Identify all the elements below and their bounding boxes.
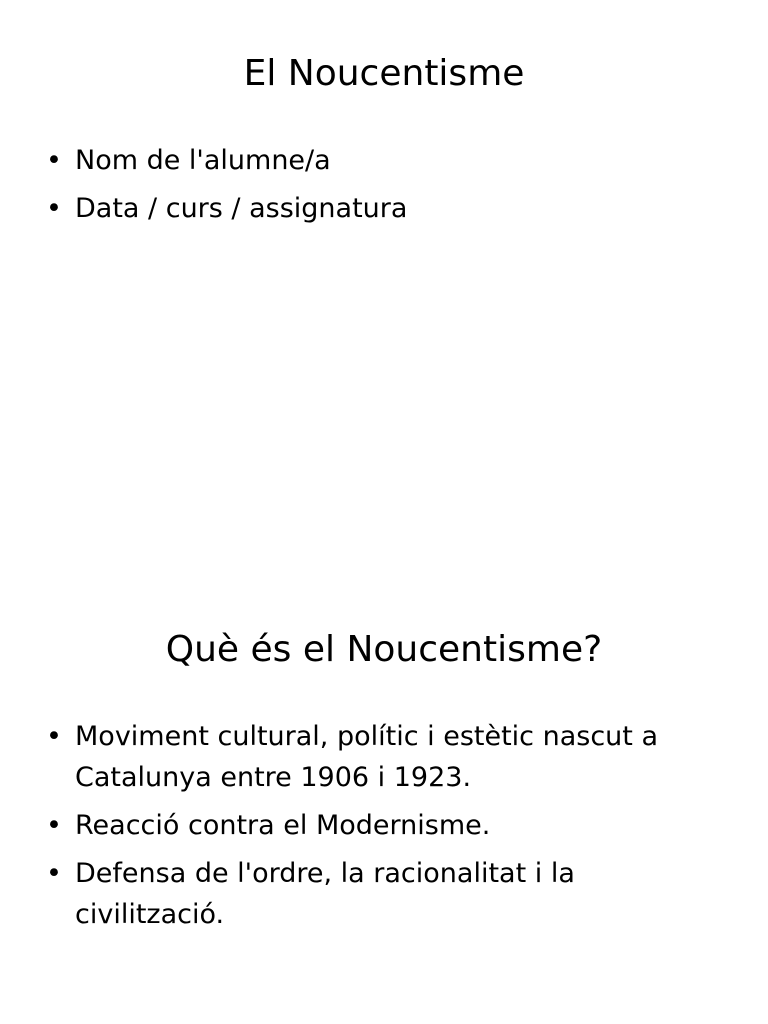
bullet-dot-icon: • (46, 193, 62, 224)
list-item (44, 140, 704, 181)
slide-1-bullet-list (44, 140, 704, 236)
bullet-dot-icon: • (46, 145, 62, 176)
slide-1-title: El Noucentisme (243, 53, 525, 94)
bullet-dot-icon: • (46, 721, 62, 752)
bullet-text: Nom de l'alumne/a (75, 145, 331, 176)
list-item (44, 716, 704, 798)
bullet-dot-icon: • (46, 858, 62, 889)
bullet-text: Moviment cultural, polític i estètic nascut a Catalunya entre 1906 i 1923. (75, 721, 659, 793)
bullet-text: Data / curs / assignatura (75, 193, 408, 224)
list-item (44, 853, 704, 935)
bullet-text: Reacció contra el Modernisme. (75, 810, 491, 841)
list-item (44, 188, 704, 229)
bullet-dot-icon: • (46, 810, 62, 841)
slide-2-bullet-list (44, 716, 704, 942)
list-item (44, 805, 704, 846)
slide-2-title: Què és el Noucentisme? (165, 629, 603, 670)
bullet-text: Defensa de l'ordre, la racionalitat i la civilització. (75, 858, 575, 930)
